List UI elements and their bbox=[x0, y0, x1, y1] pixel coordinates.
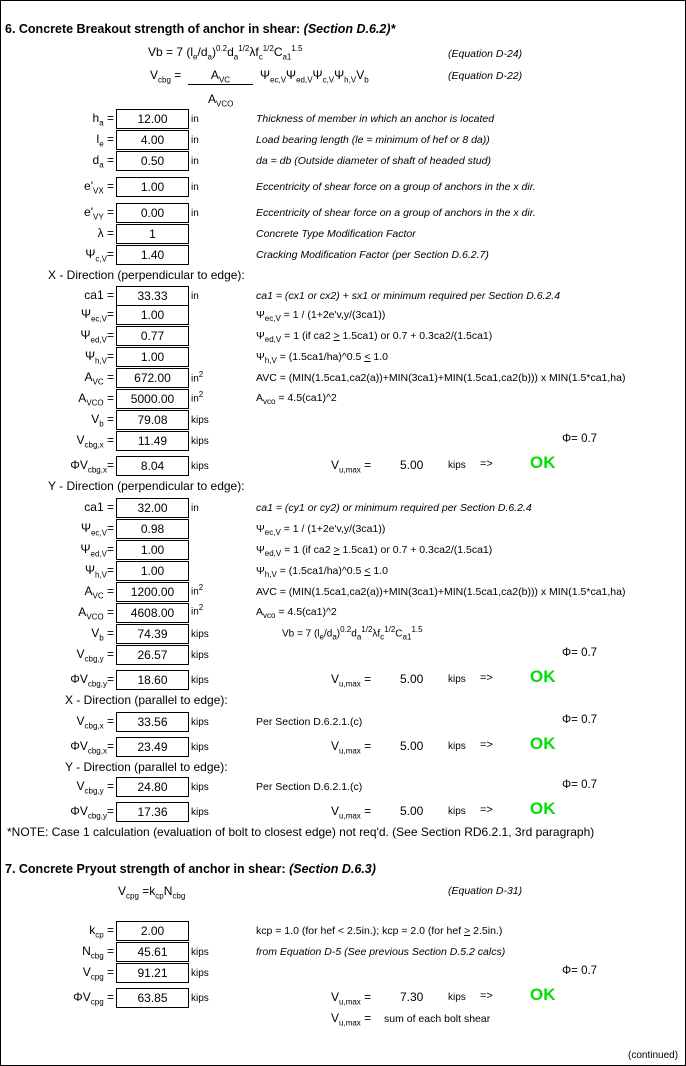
yp-avc-unit-text: in bbox=[191, 586, 199, 598]
ypar-phivcbg-value: 17.36 bbox=[116, 802, 189, 822]
xp-vb-value: 79.08 bbox=[116, 410, 189, 430]
yp-vb-desc: Vb = 7 $(l_e/d_a)^{0.2}d_a^{1/2}\lambda f_c^{1/2}C_{a1}^{1.5}$ bbox=[282, 625, 423, 642]
le-value: 4.00 bbox=[116, 130, 189, 150]
psi-cv-label: $\Psi_{c,V}=$ bbox=[85, 247, 114, 264]
ypar-phivcbg-label: $\Phi V_{cbg,y}=$ bbox=[70, 804, 114, 821]
yp-psi-ed-label: $\Psi_{ed,V}=$ bbox=[80, 542, 114, 559]
yp-ok-status: OK bbox=[530, 667, 556, 686]
xp-psi-ed-label: $\Psi_{ed,V}=$ bbox=[80, 328, 114, 345]
section-6-title bbox=[5, 22, 395, 36]
ncbg-unit: kips bbox=[191, 947, 209, 958]
sec7-ok-status: OK bbox=[530, 985, 556, 1004]
da-unit: in bbox=[191, 156, 199, 167]
sec7-vumax-unit: kips bbox=[448, 992, 466, 1003]
sec7-phi: Φ= 0.7 bbox=[562, 965, 598, 977]
yp-avco-unit: $in^2$ bbox=[191, 603, 204, 618]
xp-psi-ec-value: 1.00 bbox=[116, 305, 189, 325]
xp-vumax-value: 5.00 bbox=[400, 458, 424, 472]
xp-avc-unit-text: in bbox=[191, 373, 199, 385]
xpar-phi: Φ= 0.7 bbox=[562, 714, 598, 726]
equation-vb-ref: (Equation D-24) bbox=[448, 48, 523, 60]
psi-cv-desc: Cracking Modification Factor (per Section D.6.2.7) bbox=[256, 249, 489, 261]
xp-phi: Φ= 0.7 bbox=[562, 433, 598, 445]
kcp-desc: kcp = 1.0 (for hef < 2.5in.); kcp = 2.0 (for hef > 2.5in.) bbox=[256, 925, 503, 937]
yp-ca1-value: 32.00 bbox=[116, 498, 189, 518]
vcpg-value: 91.21 bbox=[116, 963, 189, 983]
ypar-ok-status: OK bbox=[530, 799, 556, 818]
equation-vcbg-lhs: $V_{cbg}$ = bbox=[150, 68, 182, 85]
ypar-vcbg-value: 24.80 bbox=[116, 777, 189, 797]
yp-psi-h-label: $\Psi_{h,V}=$ bbox=[84, 563, 114, 580]
equation-vb: Vb = 7 $(l_e/d_a)^{0.2}d_a^{1/2}\lambda f_c^{1/2}C_{a1}^{1.5}$ bbox=[148, 44, 303, 62]
psi-cv-value: 1.40 bbox=[116, 245, 189, 265]
yp-avc-desc: AVC = (MIN(1.5ca1,ca2(a))+MIN(3ca1)+MIN(1.5ca1,ca2(b))) x MIN(1.5*ca1,ha) bbox=[256, 586, 626, 598]
lambda-label: λ = bbox=[97, 226, 114, 240]
yp-avco-label: $A_{VCO}$ = bbox=[78, 605, 114, 622]
yp-avc-label: $A_{VC}$ = bbox=[84, 584, 114, 601]
lambda-desc: Concrete Type Modification Factor bbox=[256, 228, 416, 240]
continued-label: (continued) bbox=[628, 1050, 679, 1061]
xp-vcbg-unit: kips bbox=[191, 436, 209, 447]
le-desc: Load bearing length (le = minimum of hef or 8 da)) bbox=[256, 134, 490, 146]
yp-psi-ec-value: 0.98 bbox=[116, 519, 189, 539]
lambda-value: 1 bbox=[116, 224, 189, 244]
da-value: 0.50 bbox=[116, 151, 189, 171]
sec7-vu-note: sum of each bolt shear bbox=[384, 1013, 491, 1025]
sec7-vumax-value: 7.30 bbox=[400, 990, 424, 1004]
phivcpg-unit: kips bbox=[191, 993, 209, 1004]
yp-avc-value: 1200.00 bbox=[116, 582, 189, 602]
x-par-heading: X - Direction (parallel to edge): bbox=[65, 693, 228, 707]
xpar-phivcbg-unit: kips bbox=[191, 742, 209, 753]
xpar-phivcbg-value: 23.49 bbox=[116, 737, 189, 757]
evy-desc: Eccentricity of shear force on a group of anchors in the x dir. bbox=[256, 207, 536, 219]
xp-avco-value: 5000.00 bbox=[116, 389, 189, 409]
yp-phivcbg-unit: kips bbox=[191, 675, 209, 686]
xp-avco-unit: $in^2$ bbox=[191, 390, 204, 405]
ypar-ref: Per Section D.6.2.1.(c) bbox=[256, 781, 363, 793]
equation-vcbg-factors: $\Psi_{ec,V}\Psi_{ed,V}\Psi_{c,V}\Psi_{h,V}V_b$ bbox=[260, 68, 369, 85]
section-6-title-text: 6. Concrete Breakout strength of anchor in shear: bbox=[5, 22, 304, 36]
sec7-arrow: => bbox=[480, 990, 493, 1002]
yp-phi: Φ= 0.7 bbox=[562, 647, 598, 659]
xp-avc-unit: $in^2$ bbox=[191, 370, 204, 385]
xpar-phivcbg-label: $\Phi V_{cbg,x}=$ bbox=[70, 739, 114, 756]
ypar-phi: Φ= 0.7 bbox=[562, 779, 598, 791]
xp-ca1-unit: in bbox=[191, 291, 199, 302]
y-par-heading: Y - Direction (parallel to edge): bbox=[65, 760, 228, 774]
yp-psi-h-value: 1.00 bbox=[116, 561, 189, 581]
evy-unit: in bbox=[191, 208, 199, 219]
yp-vcbg-label: $V_{cbg,y}$ = bbox=[76, 647, 114, 664]
xp-psi-h-label: $\Psi_{h,V}=$ bbox=[84, 349, 114, 366]
yp-vcbg-value: 26.57 bbox=[116, 645, 189, 665]
xp-vcbg-value: 11.49 bbox=[116, 431, 189, 451]
y-perp-heading: Y - Direction (perpendicular to edge): bbox=[48, 479, 245, 493]
kcp-value: 2.00 bbox=[116, 921, 189, 941]
ypar-vcbg-unit: kips bbox=[191, 782, 209, 793]
yp-avc-unit: $in^2$ bbox=[191, 583, 204, 598]
xpar-vcbg-unit: kips bbox=[191, 717, 209, 728]
ypar-arrow: => bbox=[480, 804, 493, 816]
ha-unit: in bbox=[191, 114, 199, 125]
equation-vcpg: $V_{cpg} =k_{cp}N_{cbg}$ bbox=[118, 884, 186, 901]
evx-unit: in bbox=[191, 182, 199, 193]
yp-psi-ec-desc: $\Psi_{ec,V} = 1 / (1+2e'v,y/(3ca1))$ bbox=[256, 523, 386, 538]
ypar-vumax-label: $V_{u,max}$ = bbox=[331, 804, 372, 821]
equation-vcbg-numerator: $A_{VC}$ bbox=[188, 68, 253, 85]
xp-avc-value: 672.00 bbox=[116, 368, 189, 388]
yp-avco-desc: $A_{vco}$ = 4.5(ca1)^2 bbox=[256, 606, 337, 621]
xp-psi-ed-desc: $\Psi_{ed,V} = 1$ (if ca2 > 1.5ca1) or 0.7 + 0.3ca2/(1.5ca1) bbox=[256, 330, 493, 345]
xp-arrow: => bbox=[480, 458, 493, 470]
yp-vb-unit: kips bbox=[191, 629, 209, 640]
section-7-title bbox=[5, 862, 376, 876]
xpar-vcbg-label: $V_{cbg,x}$ = bbox=[76, 714, 114, 731]
da-label: $d_a$ = bbox=[92, 153, 114, 170]
section-6-note: *NOTE: Case 1 calculation (evaluation of bolt to closest edge) not req'd. (See Section RD6.2.1, 3rd paragraph) bbox=[7, 825, 595, 839]
yp-avco-unit-text: in bbox=[191, 606, 199, 618]
xp-avco-label: $A_{VCO}$ = bbox=[78, 391, 114, 408]
yp-ca1-desc: ca1 = (cy1 or cy2) or minimum required per Section D.6.2.4 bbox=[256, 502, 532, 514]
le-label: $l_e$ = bbox=[96, 132, 114, 149]
ncbg-desc: from Equation D-5 (See previous Section D.5.2 calcs) bbox=[256, 946, 506, 958]
xpar-vumax-unit: kips bbox=[448, 741, 466, 752]
xp-phivcbg-label: $\Phi V_{cbg,x}=$ bbox=[70, 458, 114, 475]
yp-ca1-label: ca1 = bbox=[84, 500, 114, 514]
yp-vumax-value: 5.00 bbox=[400, 672, 424, 686]
xp-ca1-value: 33.33 bbox=[116, 286, 189, 306]
section-7-title-text: 7. Concrete Pryout strength of anchor in shear: bbox=[5, 862, 290, 876]
yp-psi-h-desc: $\Psi_{h,V}$ = (1.5ca1/ha)^0.5 < 1.0 bbox=[256, 565, 388, 580]
section-7-title-ref: (Section D.6.3) bbox=[289, 862, 376, 876]
ncbg-label: $N_{cbg}$ = bbox=[82, 944, 114, 961]
kcp-label: $k_{cp}$ = bbox=[89, 923, 114, 940]
yp-ca1-unit: in bbox=[191, 503, 199, 514]
phivcpg-label: $\Phi V_{cpg}$ = bbox=[73, 990, 114, 1007]
xp-psi-ec-label: $\Psi_{ec,V}=$ bbox=[80, 307, 114, 324]
yp-vumax-unit: kips bbox=[448, 674, 466, 685]
xp-ok-status: OK bbox=[530, 453, 556, 472]
evx-value: 1.00 bbox=[116, 177, 189, 197]
ypar-vcbg-label: $V_{cbg,y}$ = bbox=[76, 779, 114, 796]
yp-psi-ed-desc: $\Psi_{ed,V} = 1$ (if ca2 > 1.5ca1) or 0.7 + 0.3ca2/(1.5ca1) bbox=[256, 544, 493, 559]
ncbg-value: 45.61 bbox=[116, 942, 189, 962]
vcpg-label: $V_{cpg}$ = bbox=[82, 965, 114, 982]
ha-label: $h_a$ = bbox=[92, 111, 114, 128]
xp-vumax-unit: kips bbox=[448, 460, 466, 471]
da-desc: da = db (Outside diameter of shaft of headed stud) bbox=[256, 155, 491, 167]
xp-ca1-desc: ca1 = (cx1 or cx2) + sx1 or minimum required per Section D.6.2.4 bbox=[256, 290, 561, 302]
xp-phivcbg-unit: kips bbox=[191, 461, 209, 472]
xp-psi-h-desc: $\Psi_{h,V}$ = (1.5ca1/ha)^0.5 < 1.0 bbox=[256, 351, 388, 366]
ypar-vumax-value: 5.00 bbox=[400, 804, 424, 818]
yp-vumax-label: $V_{u,max}$ = bbox=[331, 672, 372, 689]
evx-label: $e'_{VX}$ = bbox=[84, 179, 114, 196]
xp-vb-unit: kips bbox=[191, 415, 209, 426]
yp-vb-label: $V_b$ = bbox=[91, 626, 114, 643]
le-unit: in bbox=[191, 135, 199, 146]
xpar-arrow: => bbox=[480, 739, 493, 751]
xp-ca1-label: ca1 = bbox=[84, 288, 114, 302]
evx-desc: Eccentricity of shear force on a group of anchors in the x dir. bbox=[256, 181, 536, 193]
ha-value: 12.00 bbox=[116, 109, 189, 129]
xp-vcbg-label: $V_{cbg,x}$ = bbox=[76, 433, 114, 450]
xp-psi-ed-value: 0.77 bbox=[116, 326, 189, 346]
xpar-vcbg-value: 33.56 bbox=[116, 712, 189, 732]
xp-avc-desc: AVC = (MIN(1.5ca1,ca2(a))+MIN(3ca1)+MIN(1.5ca1,ca2(b))) x MIN(1.5*ca1,ha) bbox=[256, 372, 626, 384]
xpar-vumax-label: $V_{u,max}$ = bbox=[331, 739, 372, 756]
xp-psi-h-value: 1.00 bbox=[116, 347, 189, 367]
phivcpg-value: 63.85 bbox=[116, 988, 189, 1008]
xp-avc-label: $A_{VC}$ = bbox=[84, 370, 114, 387]
equation-vcpg-ref: (Equation D-31) bbox=[448, 885, 523, 897]
xp-vumax-label: $V_{u,max}$ = bbox=[331, 458, 372, 475]
ypar-phivcbg-unit: kips bbox=[191, 807, 209, 818]
evy-value: 0.00 bbox=[116, 203, 189, 223]
yp-avco-value: 4608.00 bbox=[116, 603, 189, 623]
yp-vcbg-unit: kips bbox=[191, 650, 209, 661]
sec7-vu-note-label: $V_{u,max}$ = bbox=[331, 1011, 372, 1028]
yp-arrow: => bbox=[480, 672, 493, 684]
yp-psi-ed-value: 1.00 bbox=[116, 540, 189, 560]
xp-avco-unit-text: in bbox=[191, 393, 199, 405]
vcpg-unit: kips bbox=[191, 968, 209, 979]
equation-vcbg-ref: (Equation D-22) bbox=[448, 70, 523, 82]
yp-psi-ec-label: $\Psi_{ec,V}=$ bbox=[80, 521, 114, 538]
xp-vb-label: $V_b$ = bbox=[91, 412, 114, 429]
xpar-vumax-value: 5.00 bbox=[400, 739, 424, 753]
x-perp-heading: X - Direction (perpendicular to edge): bbox=[48, 268, 245, 282]
xpar-ref: Per Section D.6.2.1.(c) bbox=[256, 716, 363, 728]
ha-desc: Thickness of member in which an anchor is located bbox=[256, 113, 495, 125]
xp-phivcbg-value: 8.04 bbox=[116, 456, 189, 476]
xp-avco-desc: $A_{vco}$ = 4.5(ca1)^2 bbox=[256, 392, 337, 407]
sec7-vumax-label: $V_{u,max}$ = bbox=[331, 990, 372, 1007]
xp-psi-ec-desc: $\Psi_{ec,V} = 1 / (1+2e'v,y/(3ca1))$ bbox=[256, 309, 386, 324]
equation-vcbg-denominator: $A_{VCO}$ bbox=[208, 92, 234, 109]
ypar-vumax-unit: kips bbox=[448, 806, 466, 817]
yp-phivcbg-label: $\Phi V_{cbg,y}=$ bbox=[70, 672, 114, 689]
xpar-ok-status: OK bbox=[530, 734, 556, 753]
section-6-title-ref: (Section D.6.2)* bbox=[303, 22, 396, 36]
yp-vb-value: 74.39 bbox=[116, 624, 189, 644]
yp-phivcbg-value: 18.60 bbox=[116, 670, 189, 690]
evy-label: $e'_{VY}$ = bbox=[84, 205, 114, 222]
